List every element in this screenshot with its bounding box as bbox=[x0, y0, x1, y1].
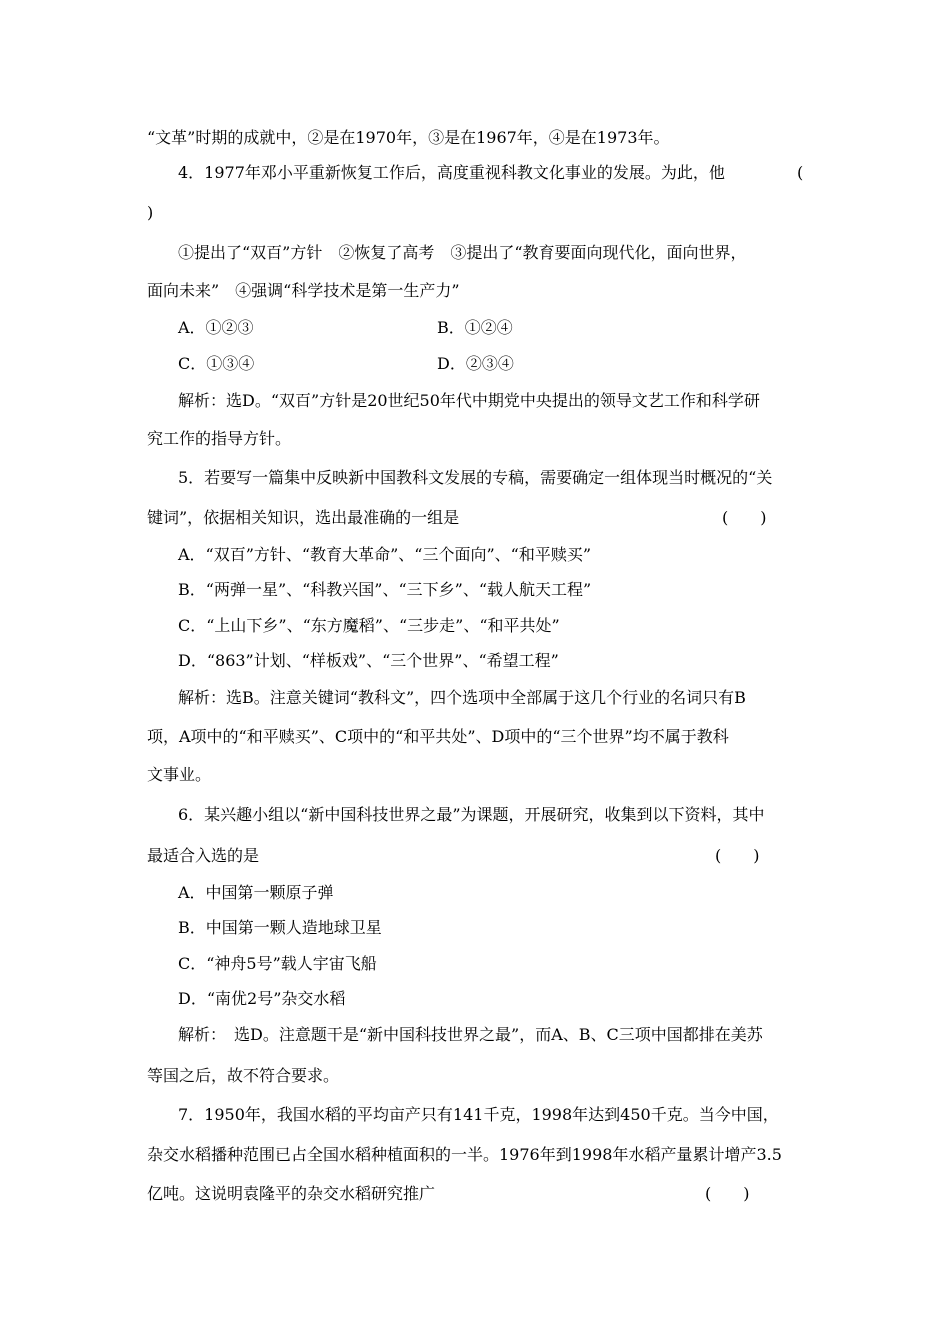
option-c: C．“上山下乡”、“东方魔稻”、“三步走”、“和平共处” bbox=[178, 616, 560, 635]
question-5-stem: 5．若要写一篇集中反映新中国教科文发展的专稿，需要确定一组体现当时概况的“关 bbox=[178, 468, 773, 487]
question-7-stem-cont: 亿吨。这说明袁隆平的杂交水稻研究推广 bbox=[147, 1184, 436, 1203]
question-5-stem-cont: 键词”，依据相关知识，选出最准确的一组是 bbox=[147, 508, 460, 527]
option-d: D．“863”计划、“样板戏”、“三个世界”、“希望工程” bbox=[178, 651, 559, 670]
question-6-stem: 6．某兴趣小组以“新中国科技世界之最”为课题，开展研究，收集到以下资料，其中 bbox=[178, 805, 765, 824]
answer-explanation-cont: 项，A项中的“和平赎买”、C项中的“和平共处”、D项中的“三个世界”均不属于教科 bbox=[147, 727, 729, 746]
answer-explanation: 解析：选D。“双百”方针是20世纪50年代中期党中央提出的领导文艺工作和科学研 bbox=[178, 391, 760, 410]
option-b: B．①②④ bbox=[437, 318, 513, 337]
answer-explanation: 解析： 选D。注意题干是“新中国科技世界之最”，而A、B、C三项中国都排在美苏 bbox=[178, 1025, 763, 1044]
question-4-statements-cont: 面向未来” ④强调“科学技术是第一生产力” bbox=[147, 281, 460, 300]
answer-paren: ( ) bbox=[705, 1184, 750, 1203]
option-a: A．中国第一颗原子弹 bbox=[178, 883, 334, 902]
option-d: D．“南优2号”杂交水稻 bbox=[178, 989, 346, 1008]
question-6-stem-cont: 最适合入选的是 bbox=[147, 846, 260, 865]
answer-explanation-cont: 文事业。 bbox=[147, 765, 212, 784]
option-b: B．中国第一颗人造地球卫星 bbox=[178, 918, 382, 937]
answer-explanation-cont: 究工作的指导方针。 bbox=[147, 429, 292, 448]
answer-paren-open: ( bbox=[797, 163, 804, 182]
answer-explanation-cont: 等国之后，故不符合要求。 bbox=[147, 1066, 340, 1085]
text-line: “文革”时期的成就中，②是在1970年，③是在1967年，④是在1973年。 bbox=[147, 128, 670, 147]
answer-paren: ( ) bbox=[715, 846, 760, 865]
question-7-stem-cont: 杂交水稻播种范围已占全国水稻种植面积的一半。1976年到1998年水稻产量累计增产3.5 bbox=[147, 1145, 782, 1164]
question-7-stem: 7．1950年，我国水稻的平均亩产只有141千克，1998年达到450千克。当今中国， bbox=[178, 1105, 779, 1124]
option-a: A．“双百”方针、“教育大革命”、“三个面向”、“和平赎买” bbox=[178, 545, 591, 564]
option-d: D．②③④ bbox=[437, 354, 514, 373]
option-a: A．①②③ bbox=[178, 318, 254, 337]
answer-explanation: 解析：选B。注意关键词“教科文”，四个选项中全部属于这几个行业的名词只有B bbox=[178, 688, 746, 707]
option-c: C．“神舟5号”载人宇宙飞船 bbox=[178, 954, 377, 973]
answer-paren: ( ) bbox=[722, 508, 767, 527]
option-b: B．“两弹一星”、“科教兴国”、“三下乡”、“载人航天工程” bbox=[178, 580, 592, 599]
option-c: C．①③④ bbox=[178, 354, 255, 373]
answer-paren-close: ) bbox=[147, 203, 154, 222]
question-4-stem: 4．1977年邓小平重新恢复工作后，高度重视科教文化事业的发展。为此，他 bbox=[178, 163, 725, 182]
question-4-statements: ①提出了“双百”方针 ②恢复了高考 ③提出了“教育要面向现代化，面向世界， bbox=[178, 243, 747, 262]
